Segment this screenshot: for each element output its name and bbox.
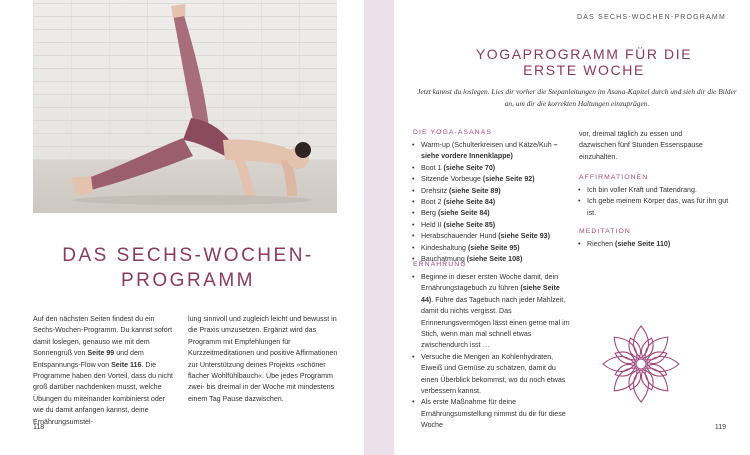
yoga-pose-figure (33, 0, 337, 213)
list-item: • Bauchatmung (siehe Seite 108) (411, 254, 563, 265)
body-text: Auf den nächsten Seiten findest du ein Sechs-Wochen-Programm. Du kannst sofort damit loslegen, genauso wie mit dem Sonnengruß von (33, 315, 173, 358)
nutrition-heading: ERNÄHRUNG (413, 261, 467, 268)
affirmations-heading: AFFIRMATIONEN (579, 174, 649, 181)
gutter (364, 0, 394, 455)
right-page (394, 0, 750, 455)
nutrition-continuation: vor, dreimal täglich zu essen und dazwischen fünf Stunden Essenspause einzuhalten. (579, 130, 703, 161)
chapter-title-line2: PROGRAMM (121, 270, 255, 291)
page-reference: Seite 116 (111, 360, 142, 369)
left-column-b: lung sinnvoll und zugleich leicht und bewusst in die Praxis umzusetzen. Ergänzt wird das Programm mit Empfehlungen für Kurzzeitmeditationen und positive Affirmationen zur Unterstützung deines Projekts »schöner flacher Wohlfühlbauch«. Übe jedes Programm zwei- bis dreimal in der Woche mit mindestens einem Tag Pause dazwischen. (188, 315, 338, 403)
list-item: • Ich gebe meinem Körper das, was für ihn gut ist. (577, 196, 737, 219)
list-item: • Herabschauender Hund (siehe Seite 93) (411, 231, 563, 242)
list-item: • Boot 2 (siehe Seite 84) (411, 197, 563, 208)
asanas-list (411, 140, 563, 265)
page-number-left: 118 (33, 424, 45, 431)
left-page (0, 0, 364, 455)
meditation-heading: MEDITATION (579, 228, 631, 235)
section-title-line2: ERSTE WOCHE (523, 62, 645, 78)
list-item: • Versuche die Mengen an Kohlenhydraten, Eiweiß und Gemüse zu schätzen, damit du einen Überblick bekommst, wo du noch etwas verbessern kannst. (411, 352, 571, 398)
nutrition-list (411, 272, 571, 432)
section-title-line1: YOGAPROGRAMM FÜR DIE (475, 46, 693, 62)
body-text: . Die Programme haben den Vorteil, dass du nicht groß darüber nachdenken musst, welche Übungen du miteinander kombinierst oder wie du damit anfangen kannst, deine Ernährungsumstel- (33, 360, 173, 426)
list-item: • Ich bin voller Kraft und Tatendrang. (577, 185, 737, 196)
list-item: • Boot 1 (siehe Seite 70) (411, 163, 563, 174)
list-item: • Riechen (siehe Seite 110) (577, 239, 737, 250)
list-item: • Sitzende Vorbeuge (siehe Seite 92) (411, 174, 563, 185)
list-item: • Als erste Maßnahme für deine Ernährungsumstellung nimmst du dir für diese Woche (411, 397, 571, 431)
page-number-right: 119 (714, 424, 726, 431)
chapter-title (58, 243, 318, 293)
page-reference: Seite 99 (87, 349, 115, 358)
list-item: • Drehsitz (siehe Seite 89) (411, 186, 563, 197)
meditation-list (577, 239, 737, 250)
asanas-heading: DIE YOGA-ASANAS (413, 129, 493, 136)
chapter-title-line1: DAS SECHS-WOCHEN- (62, 245, 314, 266)
section-title (434, 46, 734, 78)
list-item: • Berg (siehe Seite 84) (411, 208, 563, 219)
list-item: • Beginne in dieser ersten Woche damit, dein Ernährungstagebuch zu führen (siehe Seite 44). Führe das Tagebuch nach jeder Mahlzeit, damit du nichts vergisst. Das Erinnerungsvermögen lässt einen gerne mal im Stich, wenn man mal schnell etwas zwischendurch isst … (411, 272, 571, 352)
intro-text: Jetzt kannst du loslegen. Lies dir vorher die Stepanleitungen im Asana-Kapitel durch und sieh dir die Bilder an, um dir die korrekten Haltungen einzuprägen. (417, 87, 737, 108)
list-item: • Kindeshaltung (siehe Seite 95) (411, 243, 563, 254)
left-column-a (33, 314, 173, 428)
body-text: und dem Entspannungs-Flow von (33, 349, 144, 369)
list-item: • Warm-up (Schulterkreisen und Katze/Kuh – siehe vordere Innenklappe) (411, 140, 563, 163)
lotus-mandala-icon (599, 322, 683, 406)
affirmations-list (577, 185, 737, 219)
running-head: DAS SECHS-WOCHEN-PROGRAMM (576, 14, 726, 21)
yoga-photo (33, 0, 337, 213)
list-item: • Held II (siehe Seite 85) (411, 220, 563, 231)
